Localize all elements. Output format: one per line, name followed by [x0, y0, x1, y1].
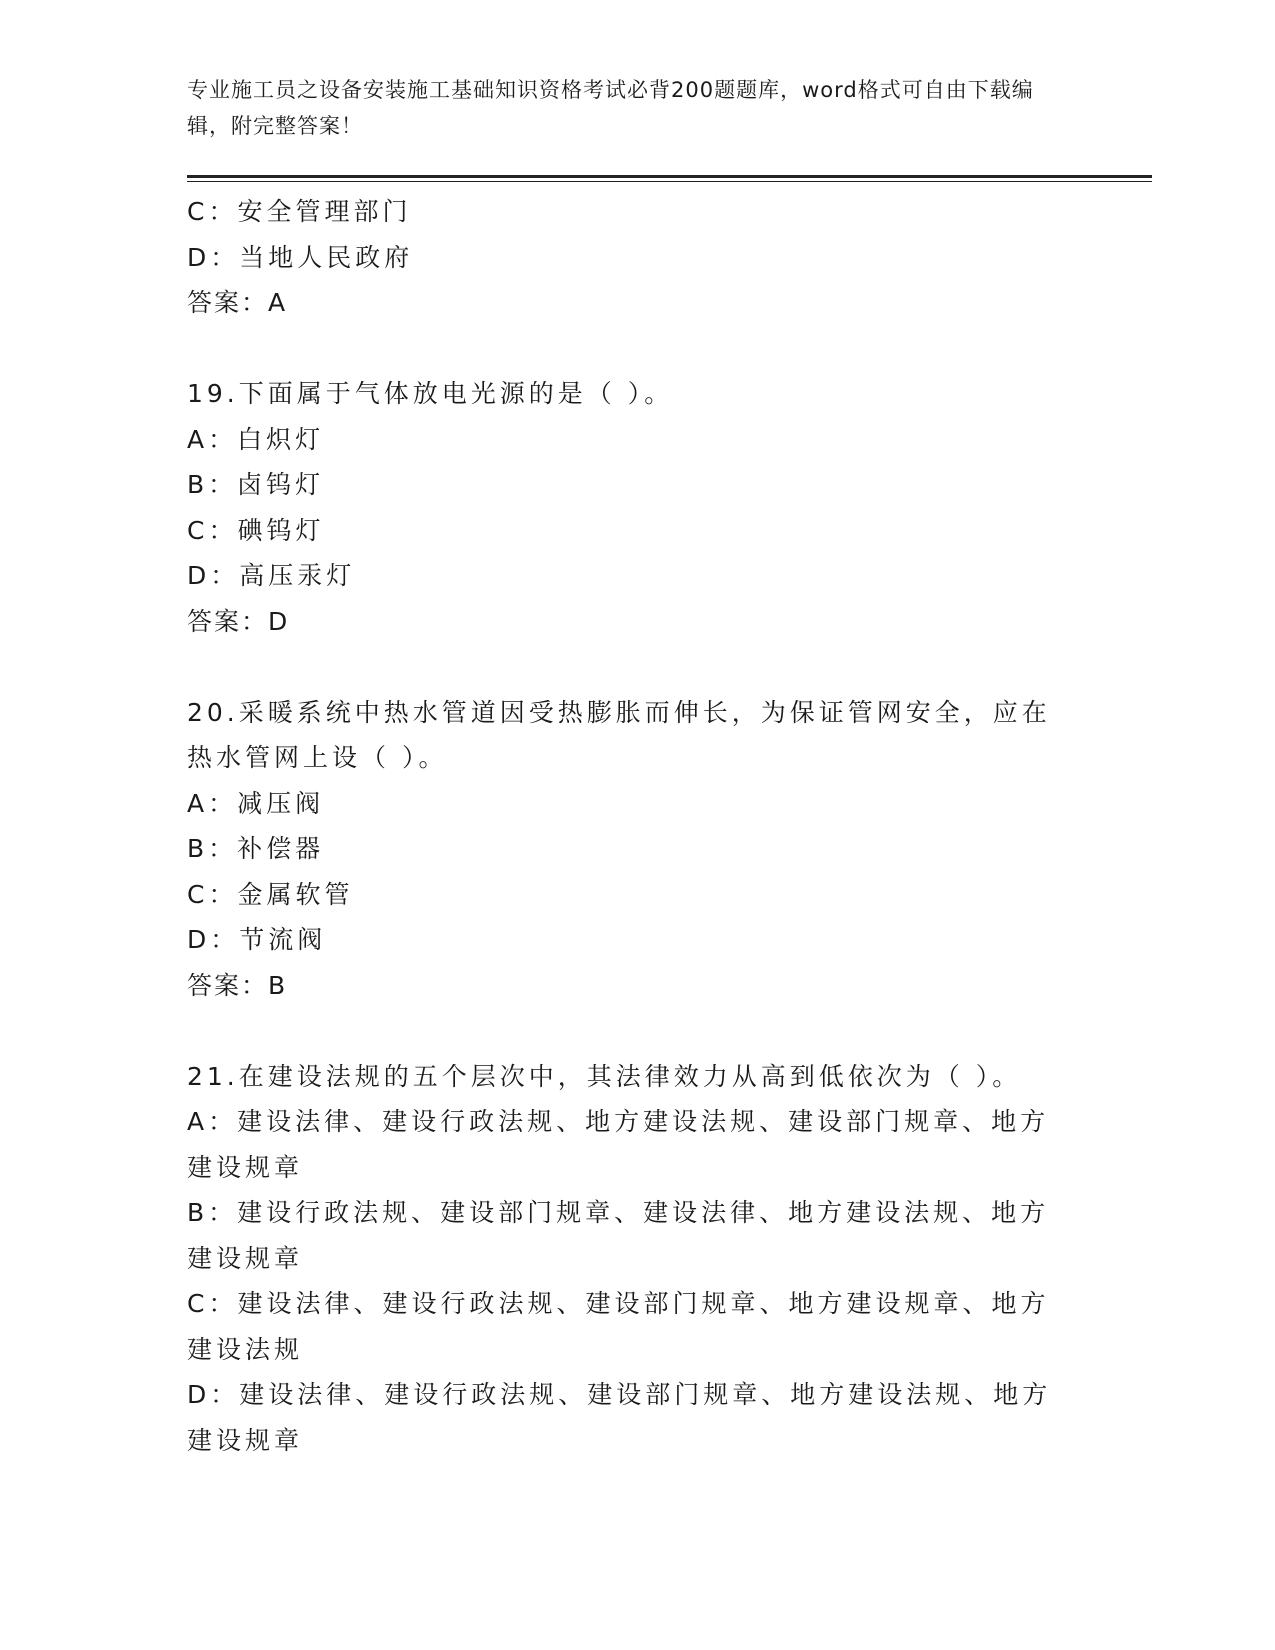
question-21 — [187, 1054, 1067, 1464]
option-a: A：白炽灯 — [187, 424, 325, 454]
spacer — [187, 644, 1067, 690]
option-c: C：安全管理部门 — [187, 197, 412, 226]
option-d: D：建设法律、建设行政法规、建设部门规章、地方建设法规、地方建设规章 — [187, 1380, 1052, 1455]
answer-line: 答案：D — [187, 606, 290, 636]
option-b: B：补偿器 — [187, 834, 325, 863]
option-a: A：减压阀 — [187, 788, 325, 818]
option-a: A：建设法律、建设行政法规、地方建设法规、建设部门规章、地方建设规章 — [187, 1107, 1050, 1182]
document-header: 专业施工员之设备安装施工基础知识资格考试必背200题题库，word格式可自由下载编辑，附完整答案！ — [187, 78, 1034, 138]
option-c: C：金属软管 — [187, 879, 354, 909]
spacer — [187, 326, 1067, 372]
question-list — [187, 189, 1067, 1463]
option-b: B：卤钨灯 — [187, 470, 325, 499]
option-c: C：建设法律、建设行政法规、建设部门规章、地方建设规章、地方建设法规 — [187, 1289, 1050, 1364]
question-stem: 21.在建设法规的五个层次中，其法律效力从高到低依次为（ ）。 — [187, 1061, 1022, 1091]
answer-line: 答案：A — [187, 288, 288, 317]
option-d: D：节流阀 — [187, 925, 327, 954]
question-stem: 19.下面属于气体放电光源的是（ ）。 — [187, 379, 674, 408]
question-stem: 20.采暖系统中热水管道因受热膨胀而伸长，为保证管网安全，应在热水管网上设（ ）。 — [187, 697, 1051, 772]
question-19 — [187, 371, 1067, 644]
option-d: D：当地人民政府 — [187, 242, 414, 272]
option-b: B：建设行政法规、建设部门规章、建设法律、地方建设法规、地方建设规章 — [187, 1198, 1050, 1273]
option-c: C：碘钨灯 — [187, 515, 325, 545]
answer-line: 答案：B — [187, 970, 288, 1000]
question-20 — [187, 690, 1067, 1009]
option-d: D：高压汞灯 — [187, 561, 356, 590]
header-divider-thin — [187, 181, 1152, 182]
spacer — [187, 1008, 1067, 1054]
question-18-partial — [187, 189, 1067, 326]
header-divider-thick — [187, 175, 1152, 178]
